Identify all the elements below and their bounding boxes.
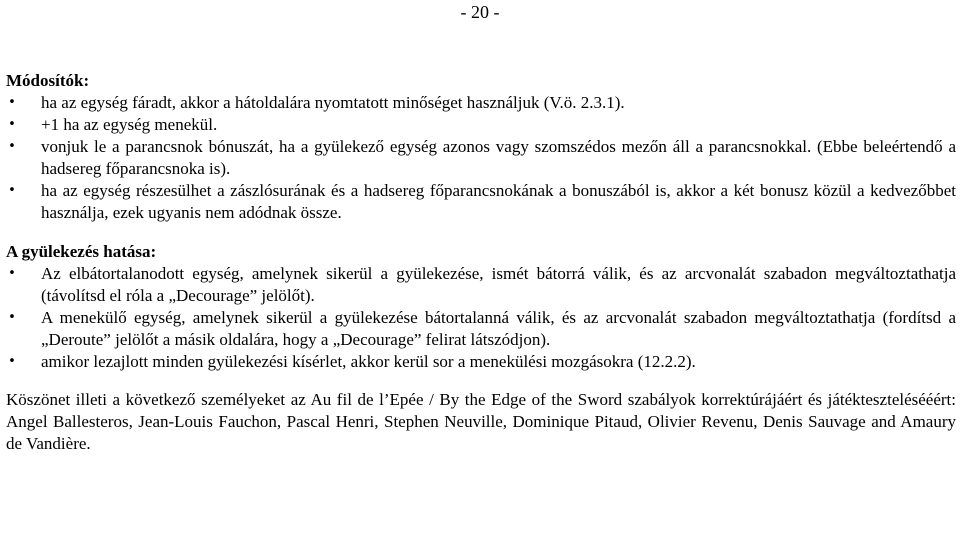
bullet-icon: •	[8, 310, 16, 325]
list-item	[6, 263, 956, 307]
modifiers-list	[6, 92, 956, 224]
bullet-icon: •	[8, 95, 16, 110]
page-number: - 20 -	[460, 2, 500, 22]
list-item	[6, 136, 956, 180]
list-item-text: vonjuk le a parancsnok bónuszát, ha a gyülekező egység azonos vagy szomszédos mezőn áll a parancsnokkal. (Ebbe beleértendő a hadsereg főparancsnoka is).	[41, 137, 956, 178]
rally-effect-heading: A gyülekezés hatása:	[6, 242, 157, 261]
credits-paragraph: Köszönet illeti a következő személyeket az Au fil de l’Epée / By the Edge of the Sword szabályok korrektúrájáért és játéktesztelésééért: Angel Ballesteros, Jean-Louis Fauchon, Pascal Henri, Stephen Neuville, Dominique Pitaud, Olivier Revenu, Denis Sauvage and Amaury de Vandière.	[6, 390, 956, 453]
list-item-text: ha az egység fáradt, akkor a hátoldalára nyomtatott minőséget használjuk (V.ö. 2.3.1).	[41, 93, 625, 112]
list-item	[6, 351, 956, 373]
modifiers-section	[6, 70, 956, 224]
bullet-icon: •	[8, 183, 16, 198]
list-item	[6, 180, 956, 224]
page-content	[6, 70, 956, 455]
list-item-text: A menekülő egység, amelynek sikerül a gyülekezése bátortalanná válik, és az arcvonalát szabadon megváltoztathatja (fordítsd a „Deroute” jelölőt a másik oldalára, hogy a „Decourage” felirat látszódjon).	[41, 308, 956, 349]
bullet-icon: •	[8, 117, 16, 132]
list-item	[6, 92, 956, 114]
bullet-icon: •	[8, 139, 16, 154]
list-item-text: amikor lezajlott minden gyülekezési kísérlet, akkor kerül sor a menekülési mozgásokra (12.2.2).	[41, 352, 696, 371]
rally-effect-section	[6, 241, 956, 373]
list-item-text: ha az egység részesülhet a zászlósurának és a hadsereg főparancsnokának a bonuszából is, akkor a két bonusz közül a kedvezőbbet használja, ezek ugyanis nem adódnak össze.	[41, 181, 956, 222]
bullet-icon: •	[8, 266, 16, 281]
rally-effect-list	[6, 263, 956, 373]
modifiers-heading: Módosítók:	[6, 71, 90, 90]
bullet-icon: •	[8, 354, 16, 369]
list-item	[6, 307, 956, 351]
list-item-text: +1 ha az egység menekül.	[41, 115, 218, 134]
list-item-text: Az elbátortalanodott egység, amelynek sikerül a gyülekezése, ismét bátorrá válik, és az arcvonalát szabadon megváltoztathatja (távolítsd el róla a „Decourage” jelölőt).	[41, 264, 956, 305]
list-item	[6, 114, 956, 136]
